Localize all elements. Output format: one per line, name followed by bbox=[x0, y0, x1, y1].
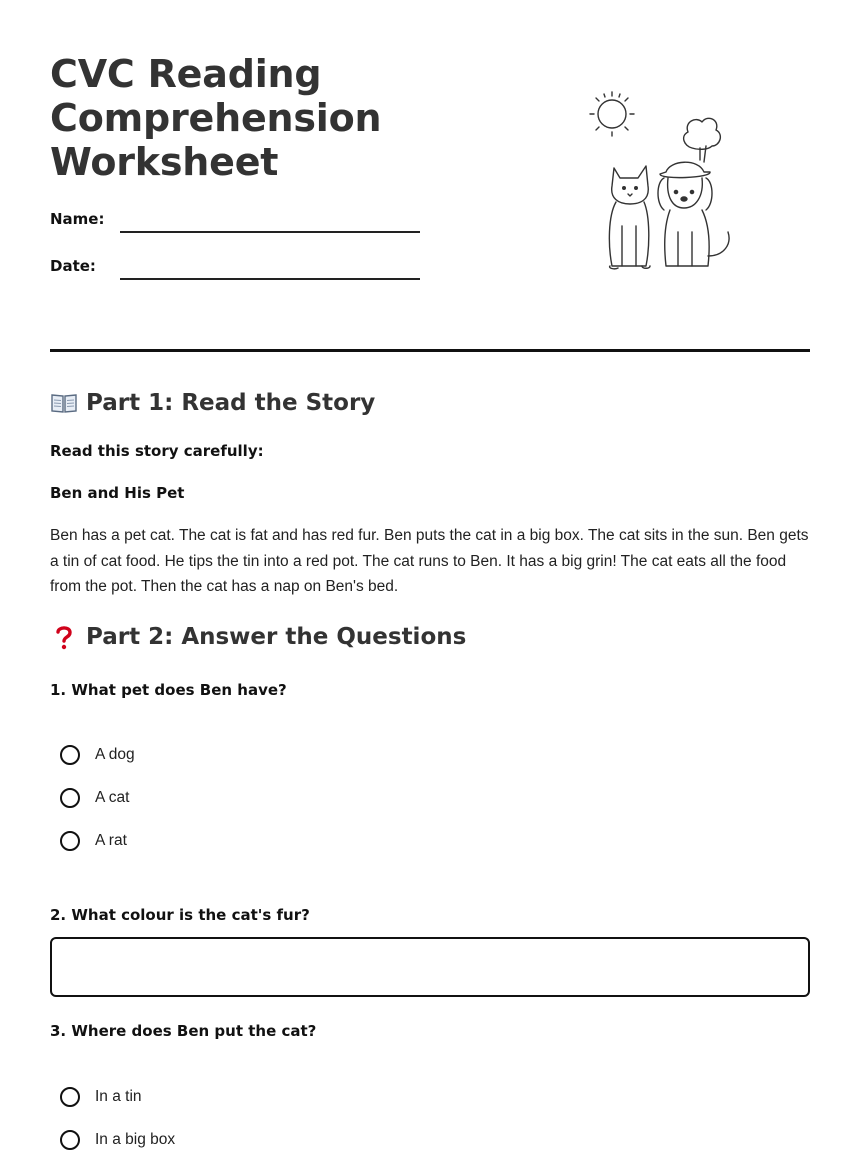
story-text: Ben has a pet cat. The cat is fat and has red fur. Ben puts the cat in a big box. The cat sits in the sun. Ben gets a tin of cat food. He tips the tin into a red pot. The cat runs to Ben. It has a big grin! The cat eats all the food from the pot. Then the cat has a nap on Ben's bed. bbox=[50, 527, 809, 595]
option-label: A cat bbox=[95, 789, 130, 806]
option-label: In a big box bbox=[95, 1131, 176, 1148]
question-1: 1. What pet does Ben have? bbox=[50, 681, 287, 699]
q1-option-rat[interactable] bbox=[60, 831, 127, 851]
sun-icon bbox=[590, 92, 634, 136]
part2-heading-text: Part 2: Answer the Questions bbox=[86, 624, 467, 650]
question-mark-icon bbox=[50, 623, 78, 651]
story-title: Ben and His Pet bbox=[50, 484, 185, 502]
part1-heading-text: Part 1: Read the Story bbox=[86, 390, 376, 416]
q3-option-big-box[interactable] bbox=[60, 1130, 175, 1150]
header-divider bbox=[50, 349, 810, 352]
date-line[interactable] bbox=[120, 278, 420, 280]
radio-button[interactable] bbox=[60, 745, 80, 765]
part1-heading bbox=[50, 389, 375, 417]
name-line[interactable] bbox=[120, 231, 420, 233]
question-2: 2. What colour is the cat's fur? bbox=[50, 906, 310, 924]
option-label: A rat bbox=[95, 832, 127, 849]
cat-icon bbox=[609, 166, 650, 269]
open-book-icon bbox=[50, 389, 78, 417]
radio-button[interactable] bbox=[60, 788, 80, 808]
part2-heading bbox=[50, 623, 466, 651]
option-label: A dog bbox=[95, 746, 135, 763]
q1-option-dog[interactable] bbox=[60, 745, 135, 765]
name-label: Name: bbox=[50, 210, 105, 228]
radio-button[interactable] bbox=[60, 1130, 80, 1150]
cat-dog-sun-illustration bbox=[580, 86, 750, 276]
date-label: Date: bbox=[50, 257, 96, 275]
radio-button[interactable] bbox=[60, 831, 80, 851]
option-label: In a tin bbox=[95, 1088, 142, 1105]
tree-icon bbox=[684, 118, 721, 162]
q3-option-tin[interactable] bbox=[60, 1087, 142, 1107]
worksheet-title: CVC Reading Comprehension Worksheet bbox=[50, 52, 382, 184]
q2-answer-input[interactable] bbox=[50, 937, 810, 997]
question-3: 3. Where does Ben put the cat? bbox=[50, 1022, 317, 1040]
story-instruction: Read this story carefully: bbox=[50, 442, 264, 460]
q1-option-cat[interactable] bbox=[60, 788, 129, 808]
dog-icon bbox=[658, 162, 729, 266]
radio-button[interactable] bbox=[60, 1087, 80, 1107]
